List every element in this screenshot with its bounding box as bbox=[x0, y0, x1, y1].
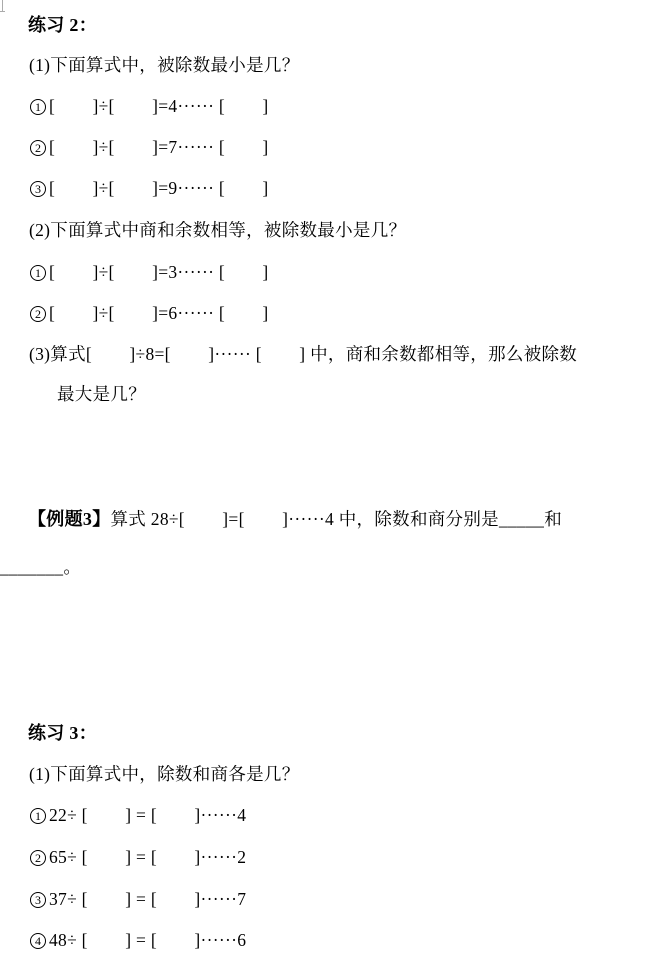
equation-line bbox=[30, 95, 269, 117]
circled-number: 3 bbox=[30, 181, 46, 197]
circled-number: 2 bbox=[30, 850, 46, 866]
equation-body: [ ]÷[ ]=4······ [ ] bbox=[49, 96, 269, 116]
equation-line bbox=[30, 846, 246, 868]
circled-number: 1 bbox=[30, 265, 46, 281]
circled-number: 4 bbox=[30, 933, 46, 949]
exercise2-question2-text: (2)下面算式中商和余数相等，被除数最小是几？ bbox=[29, 220, 407, 240]
crop-corner-mark-vertical bbox=[2, 0, 3, 11]
circled-number: 3 bbox=[30, 892, 46, 908]
equation-line bbox=[30, 929, 246, 951]
equation-body: 22÷ [ ] = [ ]······4 bbox=[49, 805, 247, 825]
example3-label: 【例题3】 bbox=[28, 509, 111, 529]
equation-line bbox=[30, 177, 269, 199]
exercise2-question1-text: (1)下面算式中，被除数最小是几？ bbox=[29, 55, 300, 75]
circled-number: 2 bbox=[30, 306, 46, 322]
crop-corner-mark-horizontal bbox=[0, 11, 5, 12]
equation-line bbox=[30, 136, 269, 158]
circled-number: 1 bbox=[30, 808, 46, 824]
exercise2-question3-line1: (3)算式[ ]÷8=[ ]······ [ ] 中，商和余数都相等，那么被除数 bbox=[29, 344, 578, 364]
circled-number: 2 bbox=[30, 140, 46, 156]
example3-line1 bbox=[28, 508, 562, 530]
equation-line bbox=[30, 804, 246, 826]
equation-line bbox=[30, 888, 246, 910]
exercise2-heading: 练习 2： bbox=[28, 15, 97, 35]
equation-body: [ ]÷[ ]=7······ [ ] bbox=[49, 137, 269, 157]
exercise3-question1-text: (1)下面算式中，除数和商各是几？ bbox=[29, 764, 300, 784]
equation-body: [ ]÷[ ]=3······ [ ] bbox=[49, 262, 269, 282]
example3-line2: _______。 bbox=[0, 557, 82, 577]
equation-line bbox=[30, 261, 269, 283]
exercise2-question3-line2: 最大是几？ bbox=[57, 384, 146, 404]
equation-line bbox=[30, 302, 269, 324]
circled-number: 1 bbox=[30, 99, 46, 115]
equation-body: 48÷ [ ] = [ ]······6 bbox=[49, 930, 247, 950]
equation-body: 65÷ [ ] = [ ]······2 bbox=[49, 847, 247, 867]
exercise3-heading: 练习 3： bbox=[28, 723, 97, 743]
equation-body: [ ]÷[ ]=9······ [ ] bbox=[49, 178, 269, 198]
equation-body: 37÷ [ ] = [ ]······7 bbox=[49, 889, 247, 909]
example3-line1-text: 算式 28÷[ ]=[ ]······4 中，除数和商分别是_____和 bbox=[110, 509, 562, 529]
equation-body: [ ]÷[ ]=6······ [ ] bbox=[49, 303, 269, 323]
